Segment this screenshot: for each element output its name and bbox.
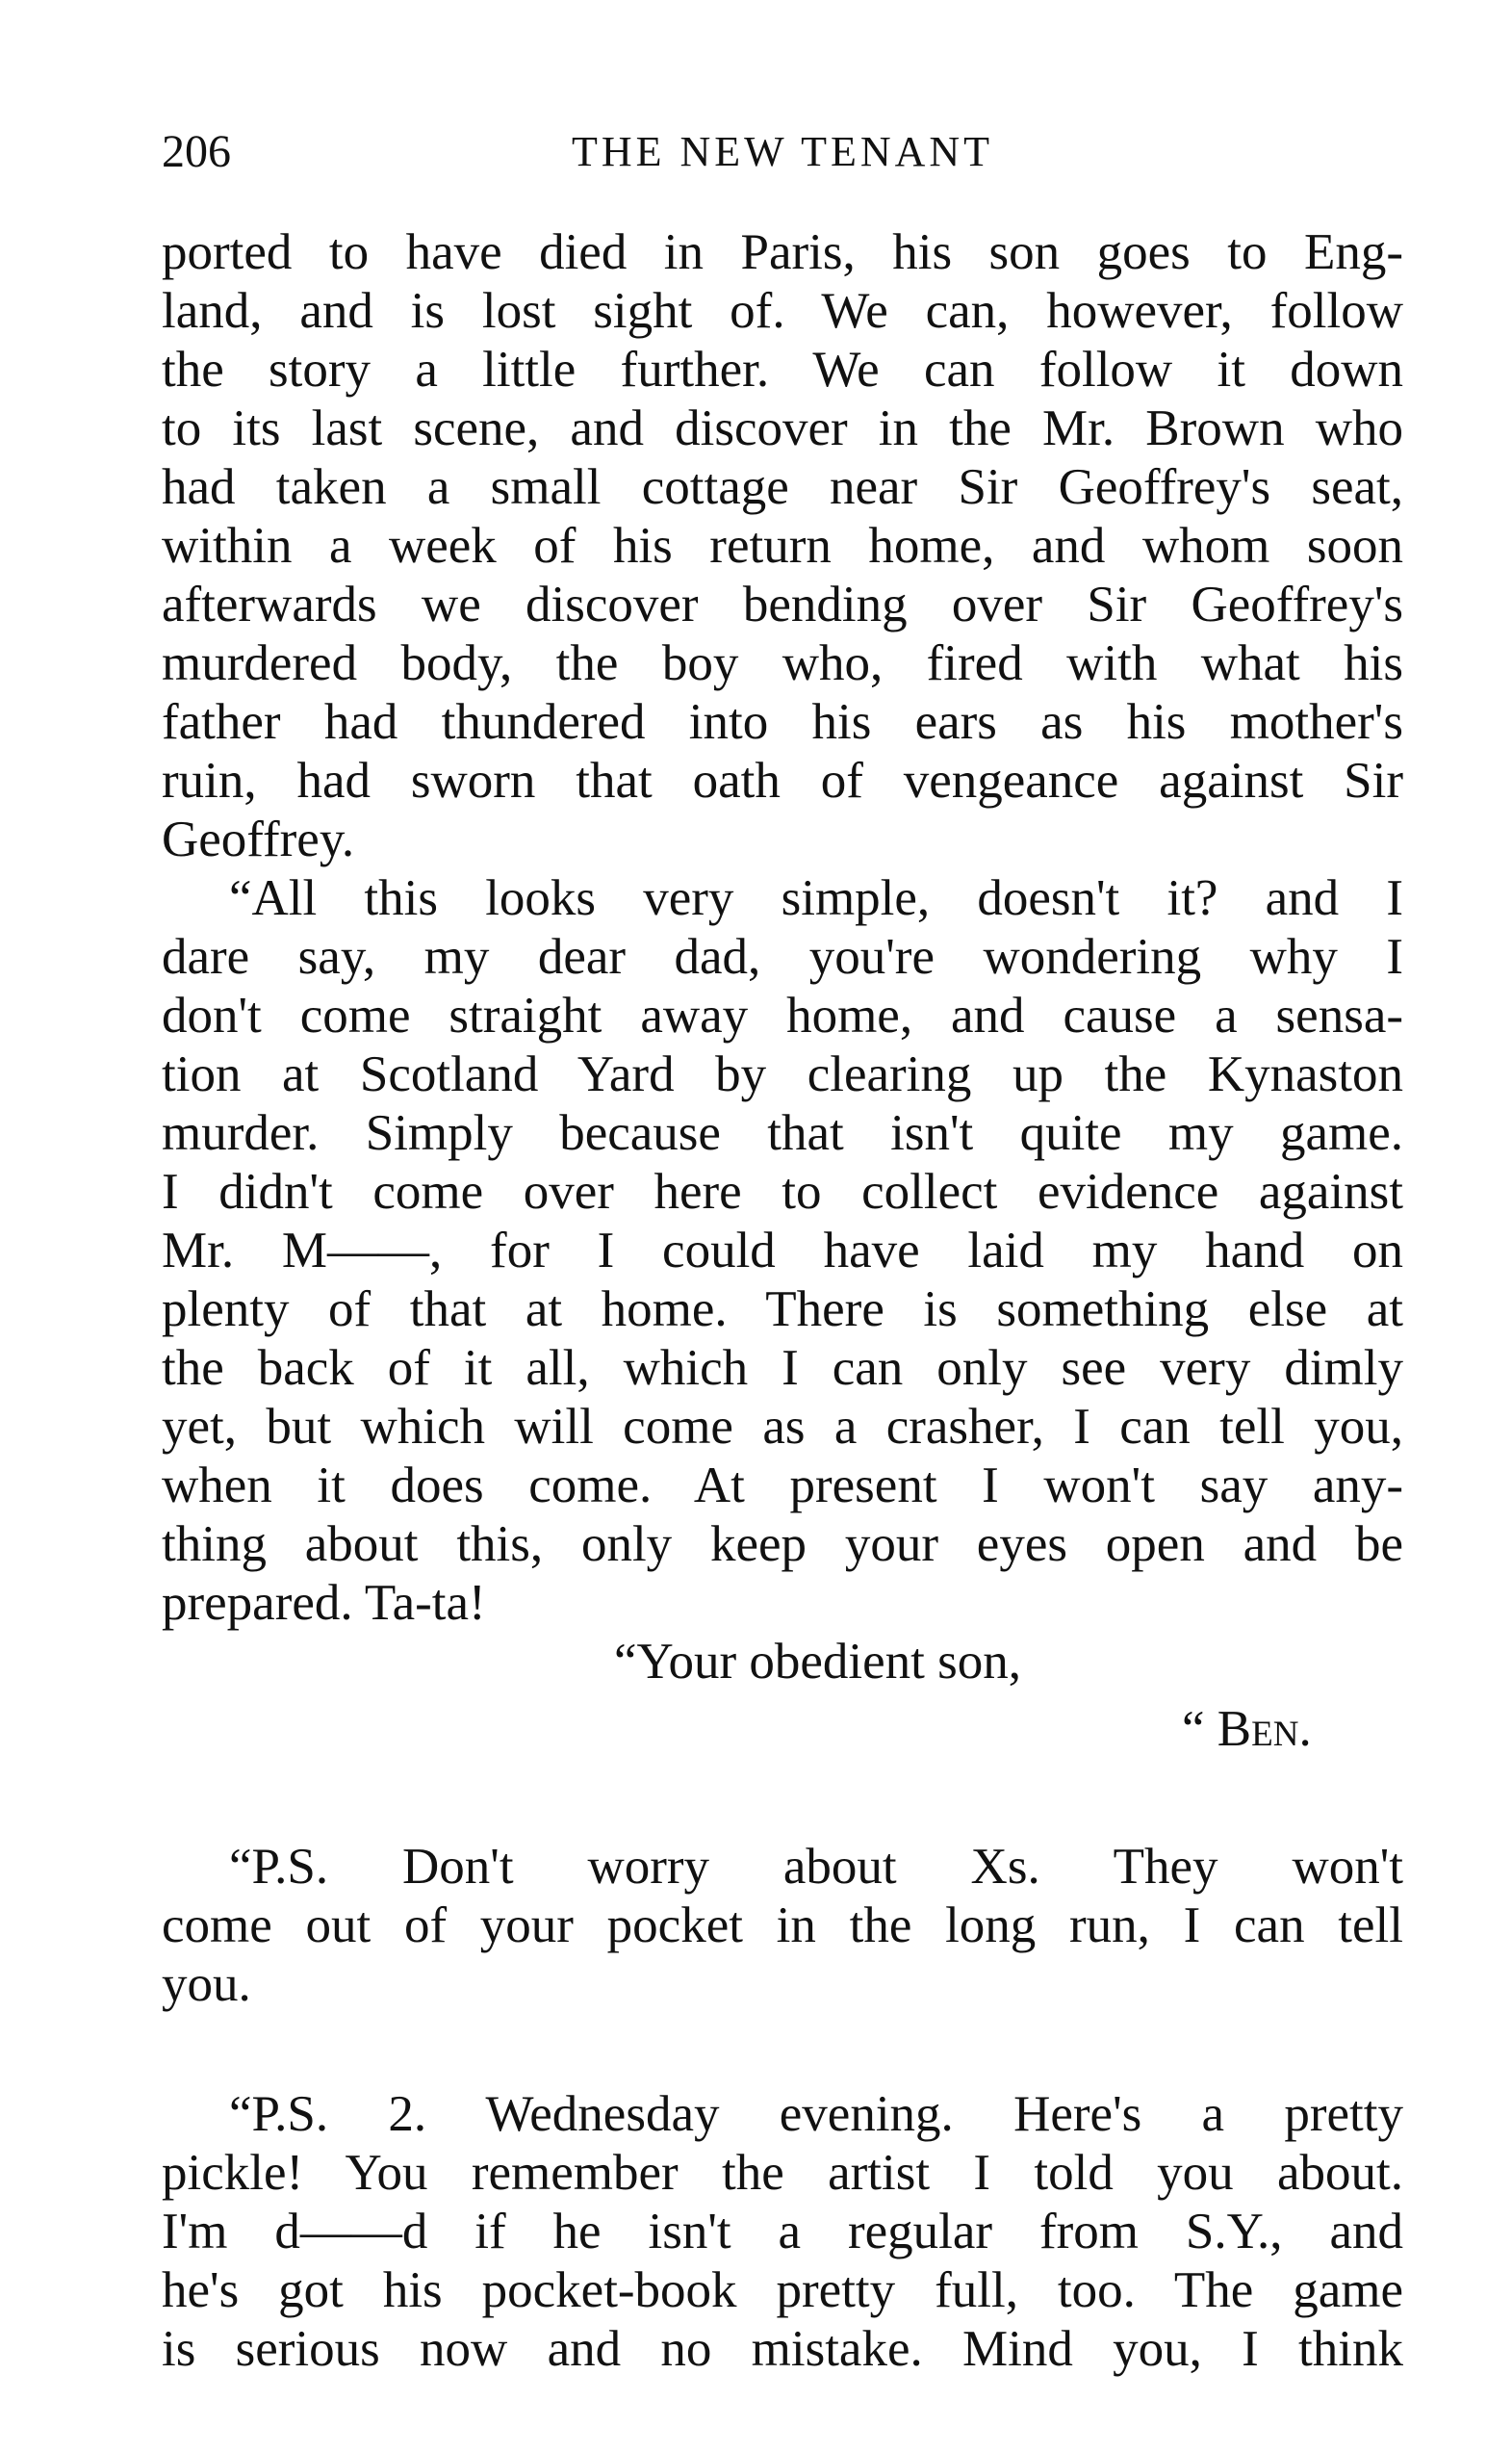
text-line: land, and is lost sight of. We can, however, follow — [162, 283, 1403, 339]
text-line: to its last scene, and discover in the Mr. Brown who — [162, 400, 1403, 456]
text-line: come out of your pocket in the long run, I can tell — [162, 1897, 1403, 1953]
text-line: had taken a small cottage near Sir Geoffrey's seat, — [162, 459, 1403, 515]
text-line: plenty of that at home. There is something else at — [162, 1281, 1403, 1337]
letter-signature: “ Ben. — [1182, 1701, 1312, 1757]
text-line: ruin, had sworn that oath of vengeance against Sir — [162, 753, 1403, 809]
text-line: Mr. M——, for I could have laid my hand on — [162, 1223, 1403, 1278]
text-line: you. — [162, 1956, 251, 2012]
letter-closing: “Your obedient son, — [614, 1634, 1022, 1690]
text-line: murder. Simply because that isn't quite my game. — [162, 1105, 1403, 1161]
text-line: when it does come. At present I won't say any- — [162, 1458, 1403, 1513]
text-line: thing about this, only keep your eyes open and be — [162, 1516, 1403, 1572]
text-line: prepared. Ta-ta! — [162, 1575, 486, 1631]
text-line: don't come straight away home, and cause a sensa- — [162, 988, 1403, 1044]
text-line: father had thundered into his ears as his mother's — [162, 694, 1403, 750]
text-line: the story a little further. We can follow it down — [162, 342, 1403, 398]
text-line: is serious now and no mistake. Mind you, I think — [162, 2321, 1403, 2377]
text-line: the back of it all, which I can only see very dimly — [162, 1340, 1403, 1396]
page-header — [162, 123, 1403, 181]
text-line: I didn't come over here to collect evidence against — [162, 1164, 1403, 1220]
text-line: afterwards we discover bending over Sir Geoffrey's — [162, 577, 1403, 632]
text-line: pickle! You remember the artist I told you about. — [162, 2145, 1403, 2201]
body-text — [162, 223, 1403, 2379]
text-line: I'm d——d if he isn't a regular from S.Y., and — [162, 2204, 1403, 2259]
text-line: dare say, my dear dad, you're wondering why I — [162, 929, 1403, 985]
text-line: ported to have died in Paris, his son goes to Eng- — [162, 224, 1403, 280]
text-line: tion at Scotland Yard by clearing up the Kynaston — [162, 1046, 1403, 1102]
text-line: “P.S. 2. Wednesday evening. Here's a pretty — [229, 2086, 1403, 2142]
text-line: Geoffrey. — [162, 812, 355, 867]
running-title: THE NEW TENANT — [571, 128, 994, 175]
paragraph-gap — [162, 2014, 1403, 2085]
text-line: murdered body, the boy who, fired with what his — [162, 635, 1403, 691]
text-line: within a week of his return home, and whom soon — [162, 518, 1403, 574]
text-line: he's got his pocket-book pretty full, too. The game — [162, 2262, 1403, 2318]
paragraph-gap — [162, 1767, 1403, 1838]
text-line: “All this looks very simple, doesn't it? and I — [229, 870, 1403, 926]
text-line: “P.S. Don't worry about Xs. They won't — [229, 1839, 1403, 1895]
page-number: 206 — [162, 126, 231, 177]
text-line: yet, but which will come as a crasher, I can tell you, — [162, 1399, 1403, 1455]
